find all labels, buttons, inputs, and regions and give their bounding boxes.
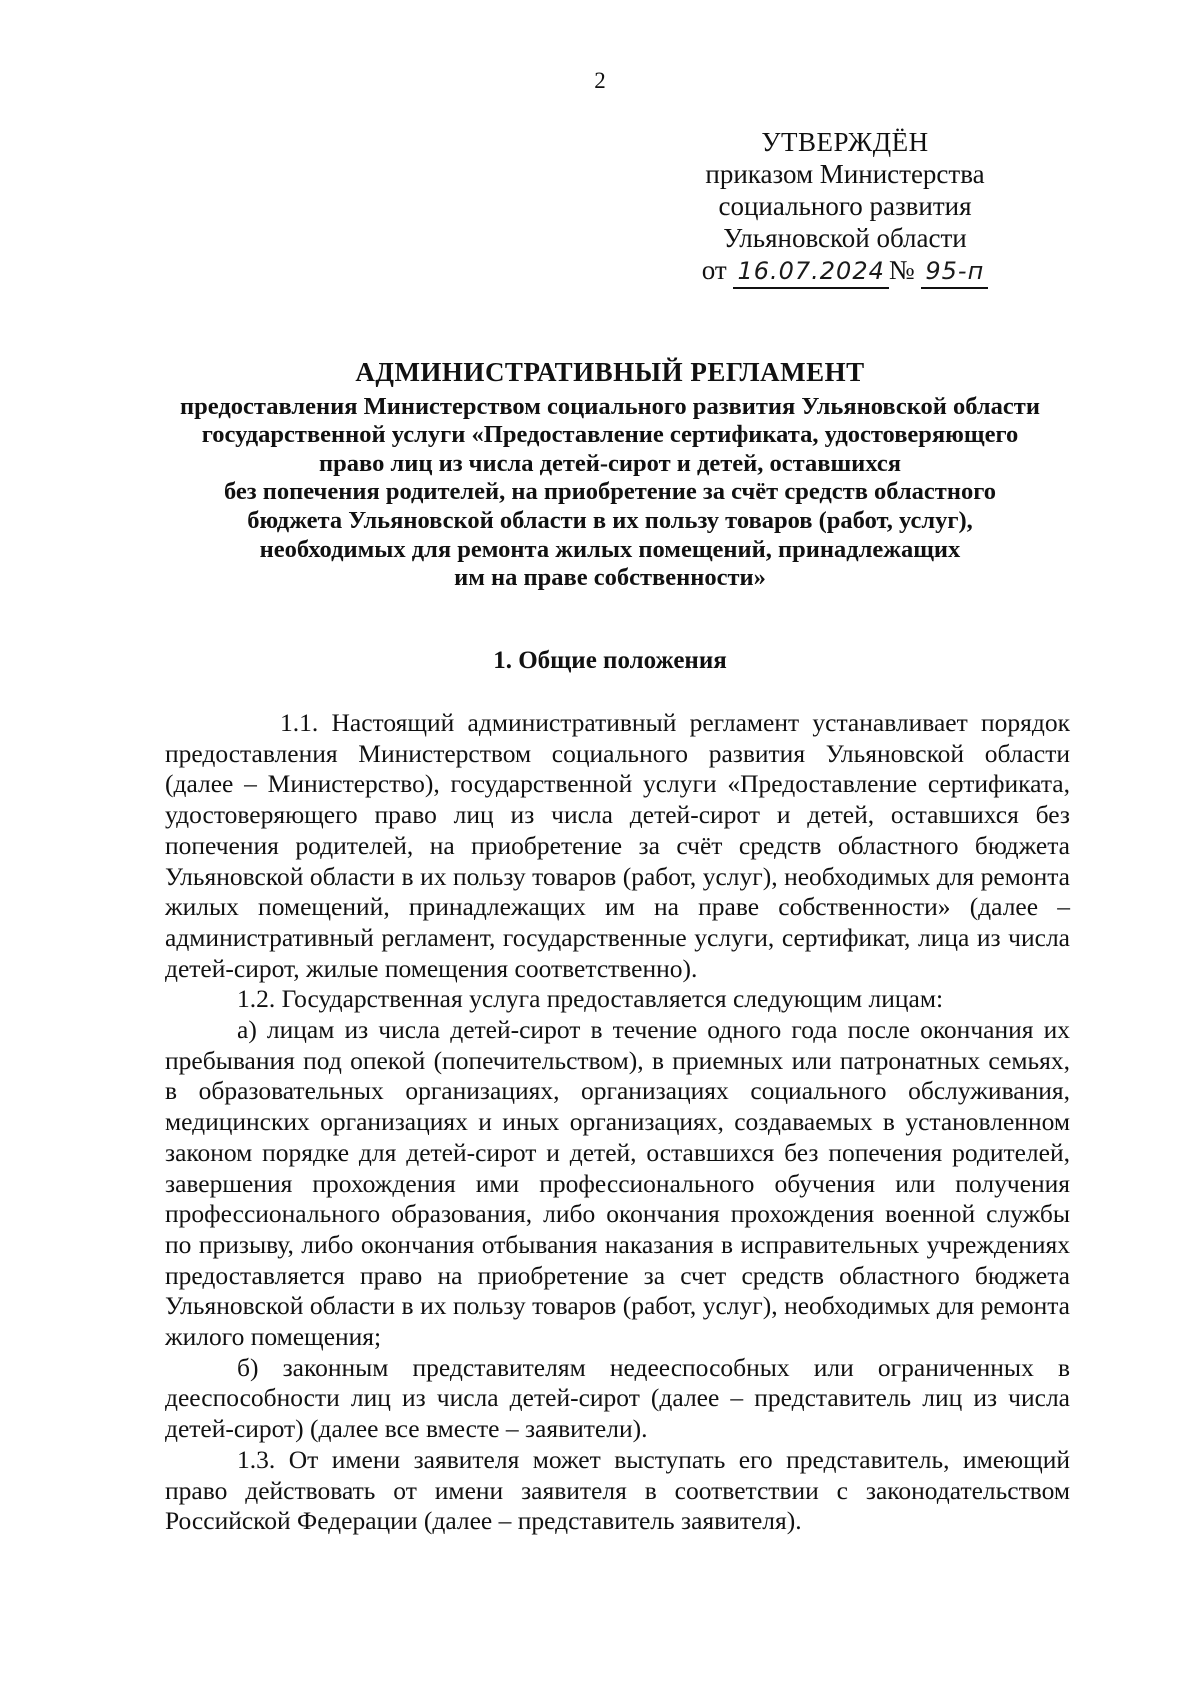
approval-line: Ульяновской области bbox=[723, 223, 967, 253]
approval-title: УТВЕРЖДЁН bbox=[761, 127, 929, 157]
document-subtitle-line: без попечения родителей, на приобретение за счёт средств областного bbox=[224, 478, 996, 506]
document-title bbox=[150, 358, 1070, 593]
date-prefix: от bbox=[701, 255, 727, 285]
number-sign: № bbox=[888, 255, 915, 285]
section-body bbox=[165, 708, 1070, 1537]
paragraph-1-1: 1.1. Настоящий административный регламент устанавливает порядок предоставления Министерством социального развития Ульяновской области (далее – Министерство), государственной услуги «Предоставление сертификата, удостоверяющего право лиц из числа детей-сирот и детей, оставшихся без попечения родителей, на приобретение за счёт средств областного бюджета Ульяновской области в их пользу товаров (работ, услуг), необходимых для ремонта жилых помещений, принадлежащих им на праве собственности» (далее – административный регламент, государственные услуги, сертификат, лица из числа детей-сирот, жилые помещения соответственно). bbox=[165, 708, 1070, 983]
page-number: 2 bbox=[594, 68, 606, 93]
document-subtitle-line: бюджета Ульяновской области в их пользу товаров (работ, услуг), bbox=[247, 506, 973, 534]
document-subtitle-line: необходимых для ремонта жилых помещений, принадлежащих bbox=[259, 535, 961, 563]
document-subtitle-line: право лиц из числа детей-сирот и детей, оставшихся bbox=[319, 449, 901, 477]
approval-line: социального развития bbox=[718, 191, 972, 221]
handwritten-number: 95-п bbox=[921, 255, 988, 289]
section-heading: 1. Общие положения bbox=[493, 647, 727, 674]
document-subtitle-line: им на праве собственности» bbox=[454, 564, 766, 592]
document-subtitle-line: государственной услуги «Предоставление сертификата, удостоверяющего bbox=[201, 421, 1019, 449]
approval-stamp bbox=[680, 126, 1010, 289]
paragraph-1-2-a: а) лицам из числа детей-сирот в течение одного года после окончания их пребывания под опекой (попечительством), в приемных или патронатных семьях, в образовательных организациях, организациях социального обслуживания, медицинских организациях и иных организациях, создаваемых в установленном законом порядке для детей-сирот и детей, оставшихся без попечения родителей, завершения прохождения ими профессионального обучения или получения профессионального образования, либо окончания прохождения военной службы по призыву, либо окончания отбывания наказания в исправительных учреждениях предоставляется право на приобретение за счет средств областного бюджета Ульяновской области в их пользу товаров (работ, услуг), необходимых для ремонта жилого помещения; bbox=[165, 1015, 1070, 1352]
document-title-main: АДМИНИСТРАТИВНЫЙ РЕГЛАМЕНТ bbox=[355, 357, 865, 387]
document-subtitle-line: предоставления Министерством социального развития Ульяновской области bbox=[180, 392, 1040, 420]
approval-date-line bbox=[680, 254, 1010, 289]
paragraph-1-2-b: б) законным представителям недееспособных или ограниченных в дееспособности лиц из числа детей-сирот (далее – представитель лиц из числа детей-сирот) (далее все вместе – заявители). bbox=[165, 1352, 1070, 1444]
handwritten-date: 16.07.2024 bbox=[733, 255, 888, 289]
approval-line: приказом Министерства bbox=[705, 159, 985, 189]
paragraph-1-2: 1.2. Государственная услуга предоставляется следующим лицам: bbox=[237, 984, 944, 1014]
paragraph-1-3: 1.3. От имени заявителя может выступать его представитель, имеющий право действовать от имени заявителя в соответствии с законодательством Российской Федерации (далее – представитель заявителя). bbox=[165, 1444, 1070, 1536]
